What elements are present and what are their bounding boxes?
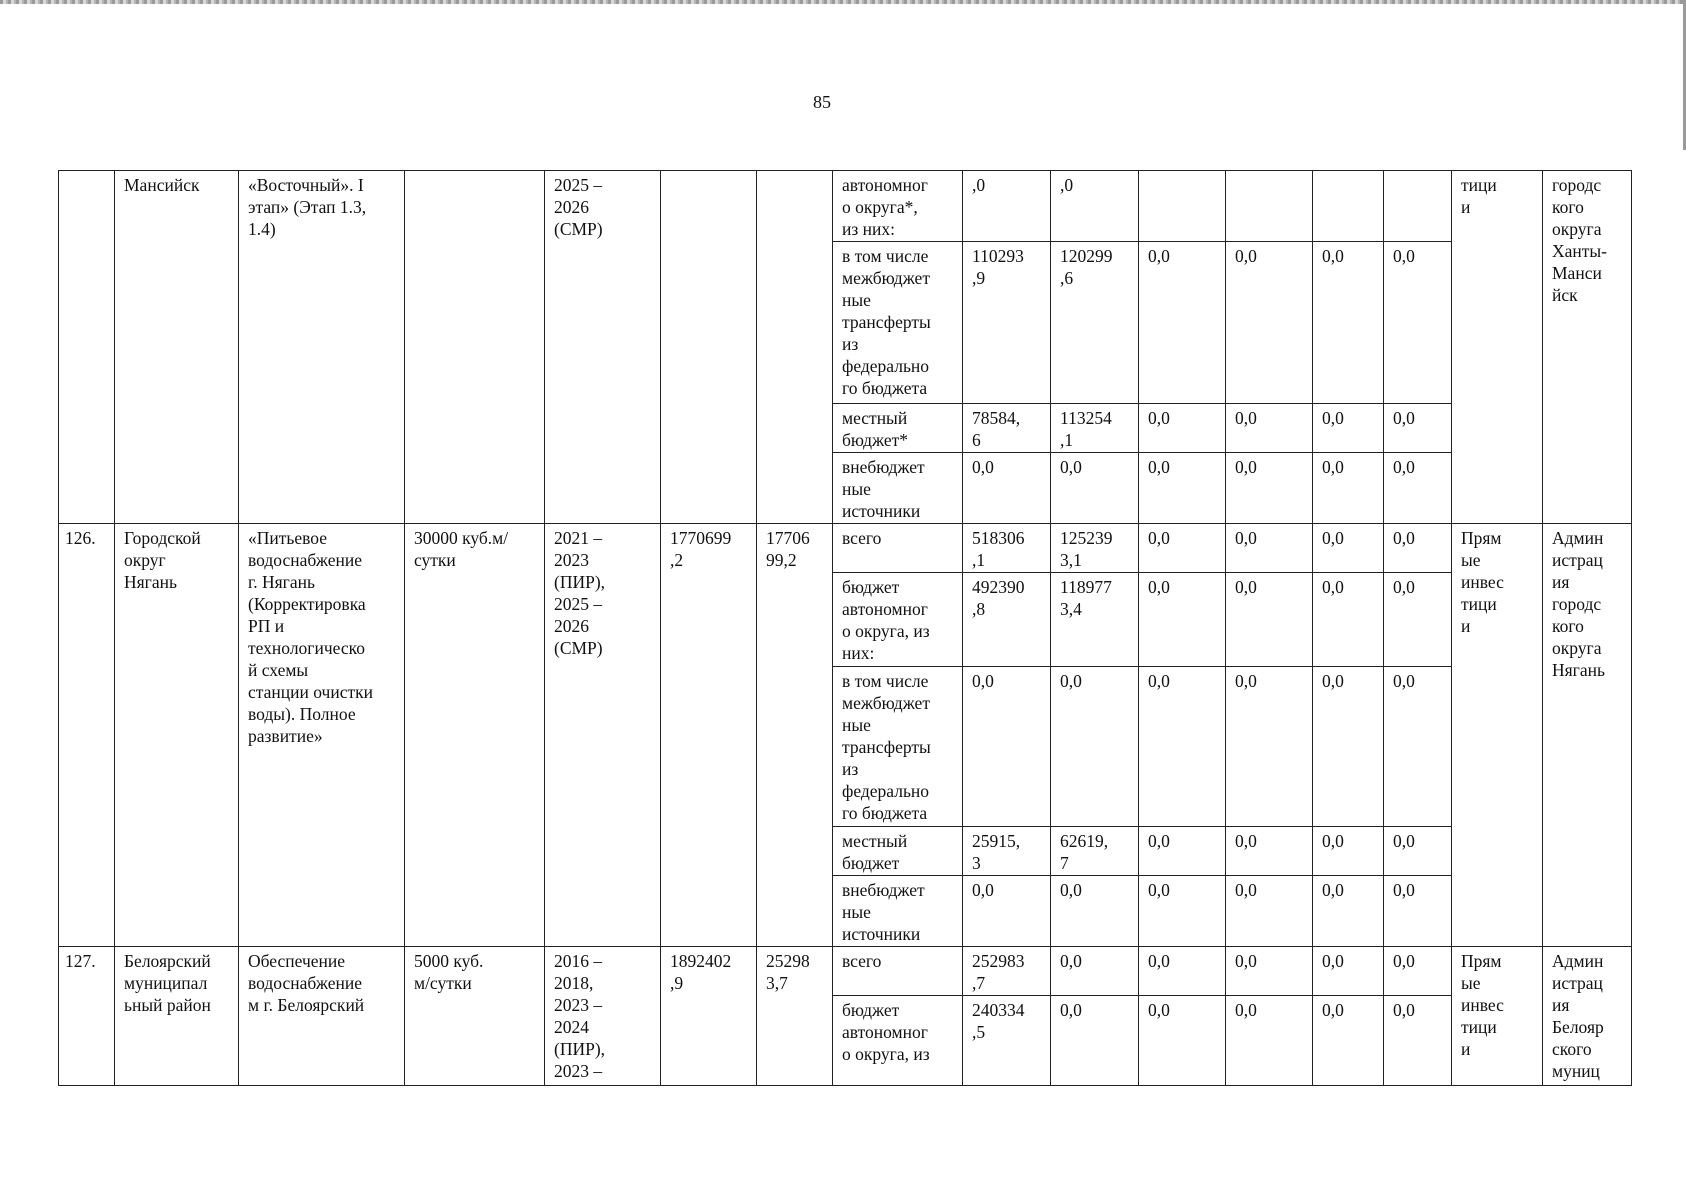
- cell-source: местный бюджет: [833, 827, 963, 876]
- cell-value: 0,0: [1226, 573, 1313, 667]
- cell-value: 0,0: [1313, 453, 1384, 524]
- cell-value: 0,0: [1139, 827, 1226, 876]
- cell-value: 0,0: [1226, 996, 1313, 1086]
- cell-value: 0,0: [1313, 524, 1384, 573]
- cell-mechanism: Прям ые инвес тици и: [1452, 947, 1543, 1086]
- cell-years: 2016 – 2018, 2023 – 2024 (ПИР), 2023 –: [545, 947, 661, 1086]
- cell-value: 0,0: [1384, 404, 1452, 453]
- cell-value: 518306 ,1: [963, 524, 1051, 573]
- cell-value: 0,0: [1139, 573, 1226, 667]
- cell-source: внебюджет ные источники: [833, 453, 963, 524]
- cell-customer: Админ истрац ия Белояр ского муниц: [1543, 947, 1632, 1086]
- cell-value: 0,0: [1139, 404, 1226, 453]
- page-number: 85: [813, 92, 831, 112]
- cell-value: 0,0: [1051, 996, 1139, 1086]
- cell-value: 240334 ,5: [963, 996, 1051, 1086]
- cell-value: 0,0: [1384, 573, 1452, 667]
- cell-value: 0,0: [1313, 827, 1384, 876]
- cell-value: 0,0: [1051, 947, 1139, 996]
- cell-value: 120299 ,6: [1051, 242, 1139, 404]
- table-row: [59, 947, 1632, 996]
- cell-value: 0,0: [1384, 453, 1452, 524]
- cell-value: 252983 ,7: [963, 947, 1051, 996]
- cell-value: 0,0: [1226, 453, 1313, 524]
- cell-source: всего: [833, 947, 963, 996]
- scan-top-edge: [0, 0, 1686, 4]
- cell-value: 0,0: [1226, 242, 1313, 404]
- cell-value: 0,0: [1051, 876, 1139, 947]
- cell-object: «Восточный». I этап» (Этап 1.3, 1.4): [239, 171, 405, 524]
- cell-value: [1226, 171, 1313, 242]
- cell-value: 78584, 6: [963, 404, 1051, 453]
- cell-value: 0,0: [1384, 947, 1452, 996]
- cell-source: в том числе межбюджет ные трансферты из федерально го бюджета: [833, 667, 963, 827]
- cell-object: «Питьевое водоснабжение г. Нягань (Корректировка РП и технологическо й схемы станции очистки воды). Полное развитие»: [239, 524, 405, 947]
- cell-value: 0,0: [1139, 453, 1226, 524]
- cell-value: 0,0: [1139, 876, 1226, 947]
- cell-value: 125239 3,1: [1051, 524, 1139, 573]
- cell-value: 0,0: [1384, 996, 1452, 1086]
- cell-value: 0,0: [1139, 524, 1226, 573]
- cell-value: [1313, 171, 1384, 242]
- cell-value: 25915, 3: [963, 827, 1051, 876]
- cell-value: 0,0: [1313, 996, 1384, 1086]
- table-body: [59, 171, 1632, 1086]
- cell-value: 0,0: [1313, 573, 1384, 667]
- cell-mechanism: тици и: [1452, 171, 1543, 524]
- cell-value: 0,0: [1384, 667, 1452, 827]
- cell-value: 0,0: [963, 667, 1051, 827]
- cell-value: 0,0: [1139, 947, 1226, 996]
- cell-value: 0,0: [1313, 876, 1384, 947]
- cell-value: 0,0: [1139, 242, 1226, 404]
- cell-remaining: 25298 3,7: [757, 947, 833, 1086]
- cell-capacity: [405, 171, 545, 524]
- cell-value: 113254 ,1: [1051, 404, 1139, 453]
- cell-municipality: Белоярский муниципал ьный район: [115, 947, 239, 1086]
- cell-municipality: Мансийск: [115, 171, 239, 524]
- cell-customer: городс кого округа Ханты- Манси йск: [1543, 171, 1632, 524]
- cell-customer: Админ истрац ия городс кого округа Нягань: [1543, 524, 1632, 947]
- cell-municipality: Городской округ Нягань: [115, 524, 239, 947]
- cell-value: 0,0: [1226, 947, 1313, 996]
- cell-value: 0,0: [1139, 996, 1226, 1086]
- cell-value: 0,0: [1384, 827, 1452, 876]
- cell-remaining: 17706 99,2: [757, 524, 833, 947]
- cell-source: внебюджет ные источники: [833, 876, 963, 947]
- table-row: [59, 524, 1632, 573]
- cell-value: 62619, 7: [1051, 827, 1139, 876]
- cell-cost: 1892402 ,9: [661, 947, 757, 1086]
- cell-value: 0,0: [1313, 404, 1384, 453]
- cell-cost: [661, 171, 757, 524]
- cell-value: 0,0: [1313, 667, 1384, 827]
- cell-object: Обеспечение водоснабжение м г. Белоярский: [239, 947, 405, 1086]
- cell-number: 127.: [59, 947, 115, 1086]
- cell-value: 0,0: [1226, 827, 1313, 876]
- cell-mechanism: Прям ые инвес тици и: [1452, 524, 1543, 947]
- cell-source: в том числе межбюджет ные трансферты из федерально го бюджета: [833, 242, 963, 404]
- cell-value: 0,0: [1384, 876, 1452, 947]
- cell-source: всего: [833, 524, 963, 573]
- cell-source: автономног о округа*, из них:: [833, 171, 963, 242]
- cell-value: 0,0: [1139, 667, 1226, 827]
- cell-value: 0,0: [1384, 242, 1452, 404]
- cell-value: ,0: [1051, 171, 1139, 242]
- investment-table: [58, 170, 1632, 1086]
- cell-number: [59, 171, 115, 524]
- cell-value: 0,0: [1313, 947, 1384, 996]
- cell-value: [1139, 171, 1226, 242]
- cell-value: 0,0: [1384, 524, 1452, 573]
- cell-years: 2021 – 2023 (ПИР), 2025 – 2026 (СМР): [545, 524, 661, 947]
- cell-value: 0,0: [1226, 876, 1313, 947]
- cell-source: местный бюджет*: [833, 404, 963, 453]
- cell-value: ,0: [963, 171, 1051, 242]
- cell-value: 0,0: [1051, 667, 1139, 827]
- cell-source: бюджет автономног о округа, из: [833, 996, 963, 1086]
- table-row: [59, 171, 1632, 242]
- cell-value: 0,0: [1051, 453, 1139, 524]
- cell-value: 0,0: [1313, 242, 1384, 404]
- cell-capacity: 5000 куб. м/сутки: [405, 947, 545, 1086]
- cell-value: 0,0: [963, 453, 1051, 524]
- cell-years: 2025 – 2026 (СМР): [545, 171, 661, 524]
- cell-value: [1384, 171, 1452, 242]
- cell-value: 110293 ,9: [963, 242, 1051, 404]
- cell-value: 118977 3,4: [1051, 573, 1139, 667]
- cell-number: 126.: [59, 524, 115, 947]
- cell-capacity: 30000 куб.м/ сутки: [405, 524, 545, 947]
- cell-cost: 1770699 ,2: [661, 524, 757, 947]
- cell-value: 492390 ,8: [963, 573, 1051, 667]
- cell-source: бюджет автономног о округа, из них:: [833, 573, 963, 667]
- cell-value: 0,0: [963, 876, 1051, 947]
- cell-value: 0,0: [1226, 667, 1313, 827]
- cell-remaining: [757, 171, 833, 524]
- cell-value: 0,0: [1226, 404, 1313, 453]
- cell-value: 0,0: [1226, 524, 1313, 573]
